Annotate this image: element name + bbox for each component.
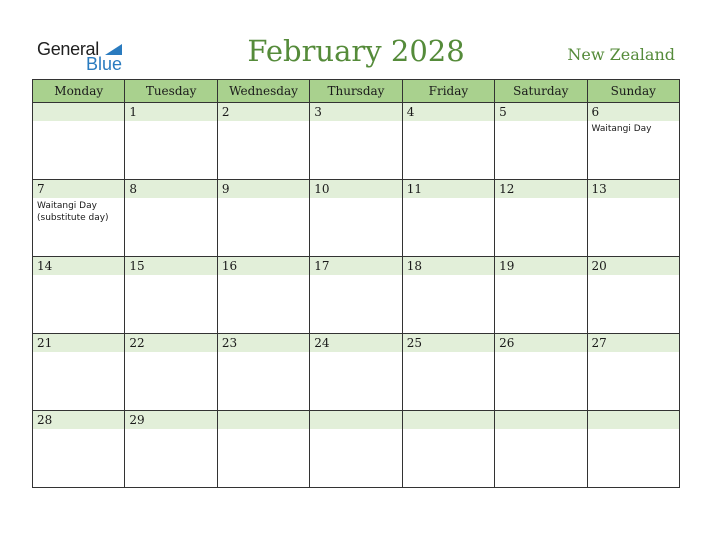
day-cell	[217, 411, 309, 488]
calendar-title: February 2028	[247, 34, 465, 68]
day-cell	[402, 411, 494, 488]
day-number: 21	[37, 336, 53, 350]
weekday-header-row	[33, 80, 680, 103]
day-number-bar	[218, 103, 309, 121]
day-number: 29	[129, 413, 145, 427]
day-number-bar	[495, 411, 586, 429]
day-number: 16	[221, 259, 238, 273]
weekday-tuesday: Tuesday	[125, 80, 217, 103]
day-cell	[495, 411, 587, 488]
day-number-bar	[310, 411, 401, 429]
day-cell	[402, 103, 494, 180]
day-cell	[495, 180, 587, 257]
day-number-bar	[588, 411, 679, 429]
day-cell	[125, 180, 217, 257]
day-cell	[402, 257, 494, 334]
day-number: 10	[314, 182, 330, 196]
day-cell	[310, 334, 402, 411]
day-number-bar	[403, 103, 494, 121]
day-cell	[495, 257, 587, 334]
day-number: 14	[37, 259, 53, 273]
day-cell	[217, 257, 309, 334]
day-number-bar	[33, 180, 124, 198]
day-number: 13	[591, 182, 607, 196]
day-number: 17	[314, 259, 330, 273]
day-number: 12	[499, 182, 515, 196]
day-cell	[125, 411, 217, 488]
day-cell	[402, 334, 494, 411]
day-cell	[495, 103, 587, 180]
day-number-bar	[495, 103, 586, 121]
day-cell	[33, 103, 125, 180]
day-cell	[587, 411, 679, 488]
weekday-friday: Friday	[402, 80, 494, 103]
day-cell	[33, 180, 125, 257]
day-number: 28	[37, 413, 53, 427]
week-row	[33, 257, 680, 334]
logo-text-general: General	[37, 39, 99, 59]
day-number: 27	[591, 336, 607, 350]
day-number: 1	[129, 105, 138, 119]
day-number-bar	[310, 103, 401, 121]
day-cell	[217, 103, 309, 180]
weekday-saturday: Saturday	[495, 80, 587, 103]
weekday-thursday: Thursday	[310, 80, 402, 103]
day-number: 7	[37, 182, 45, 196]
day-number: 22	[129, 336, 145, 350]
day-cell	[587, 103, 679, 180]
day-number: 24	[314, 336, 330, 350]
day-cell	[402, 180, 494, 257]
day-cell	[495, 334, 587, 411]
day-number: 26	[499, 336, 515, 350]
day-number: 9	[221, 182, 230, 196]
day-number: 25	[406, 336, 422, 350]
day-cell	[33, 334, 125, 411]
day-cell	[587, 334, 679, 411]
day-number-bar	[218, 180, 309, 198]
calendar-grid	[32, 79, 680, 488]
day-number: 6	[591, 105, 600, 119]
week-row	[33, 334, 680, 411]
day-cell	[587, 180, 679, 257]
day-cell	[125, 334, 217, 411]
day-number-bar	[125, 180, 216, 198]
day-number-bar	[125, 103, 216, 121]
holiday-label: Waitangi Day	[591, 124, 652, 134]
day-cell	[125, 257, 217, 334]
day-cell	[310, 180, 402, 257]
weekday-sunday: Sunday	[587, 80, 679, 103]
day-number: 5	[499, 105, 507, 119]
weekday-monday: Monday	[33, 80, 125, 103]
day-cell	[587, 257, 679, 334]
logo-text-blue: Blue	[86, 54, 123, 74]
day-cell	[310, 103, 402, 180]
day-cell	[217, 180, 309, 257]
day-number: 11	[406, 182, 422, 196]
holiday-label: Waitangi Day (substitute day)	[37, 201, 109, 223]
day-number: 15	[129, 259, 145, 273]
week-row	[33, 411, 680, 488]
day-number: 2	[221, 105, 230, 119]
day-number: 23	[221, 336, 238, 350]
day-cell	[217, 334, 309, 411]
week-row	[33, 103, 680, 180]
day-number: 4	[406, 105, 415, 119]
day-number-bar	[403, 411, 494, 429]
weekday-wednesday: Wednesday	[217, 80, 309, 103]
day-cell	[33, 257, 125, 334]
day-number-bar	[33, 103, 124, 121]
week-row	[33, 180, 680, 257]
day-cell	[310, 257, 402, 334]
day-cell	[33, 411, 125, 488]
day-number: 8	[129, 182, 138, 196]
day-number-bar	[218, 411, 309, 429]
day-cell	[125, 103, 217, 180]
day-number: 19	[499, 259, 515, 273]
country-label: New Zealand	[567, 45, 675, 64]
day-number: 18	[406, 259, 422, 273]
day-number: 20	[591, 259, 607, 273]
day-number-bar	[588, 103, 679, 121]
day-cell	[310, 411, 402, 488]
day-number: 3	[314, 105, 322, 119]
